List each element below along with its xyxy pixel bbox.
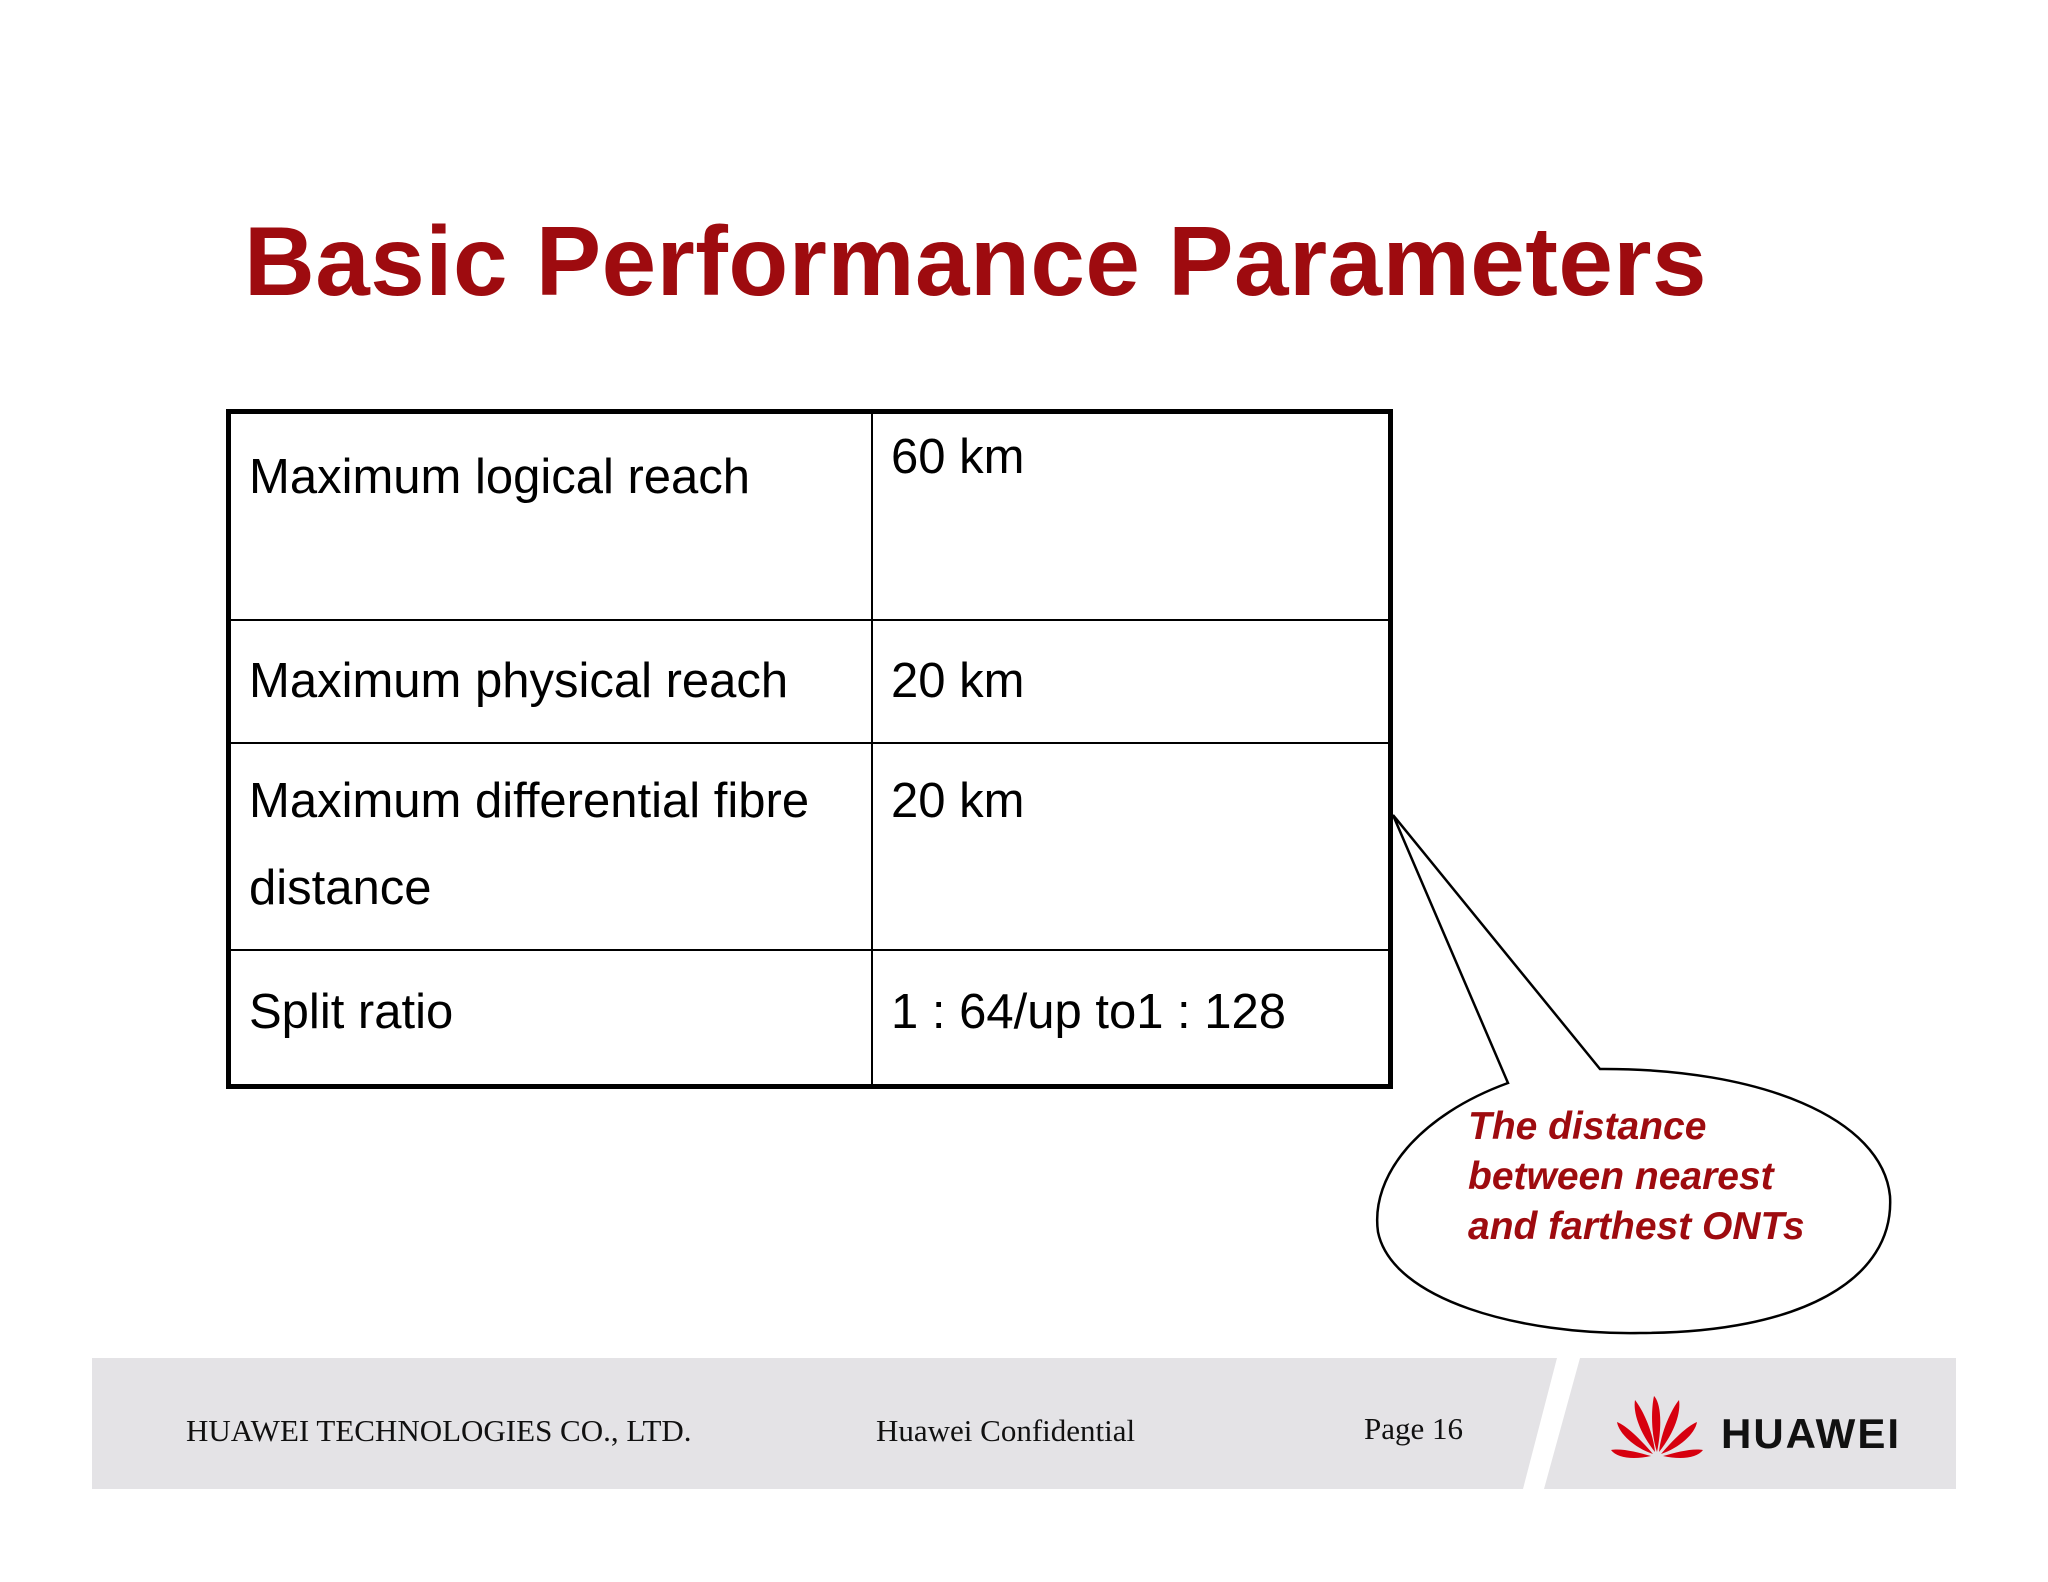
parameter-cell: Maximum logical reach: [229, 412, 873, 621]
table-row: [229, 743, 1391, 950]
callout-bubble: [1377, 815, 1890, 1333]
parameters-table: [226, 409, 1393, 1089]
value-cell: 20 km: [872, 743, 1391, 950]
footer-company: HUAWEI TECHNOLOGIES CO., LTD.: [186, 1413, 692, 1448]
footer-confidential: Huawei Confidential: [876, 1413, 1136, 1448]
parameter-cell: Maximum physical reach: [229, 620, 873, 743]
table-row: [229, 620, 1391, 743]
parameter-cell: Split ratio: [229, 950, 873, 1087]
parameter-cell: Maximum differential fibre distance: [229, 743, 873, 950]
value-cell: 1 : 64/up to1 : 128: [872, 950, 1391, 1087]
value-cell: 60 km: [872, 412, 1391, 621]
page-title: Basic Performance Parameters: [244, 206, 1708, 316]
huawei-logo-text: HUAWEI: [1721, 1410, 1901, 1457]
table-row: [229, 950, 1391, 1087]
footer-page-number: Page 16: [1364, 1411, 1464, 1446]
callout-text: The distance between nearest and farthest ONTs: [1468, 1105, 1805, 1248]
table-row: [229, 412, 1391, 621]
value-cell: 20 km: [872, 620, 1391, 743]
